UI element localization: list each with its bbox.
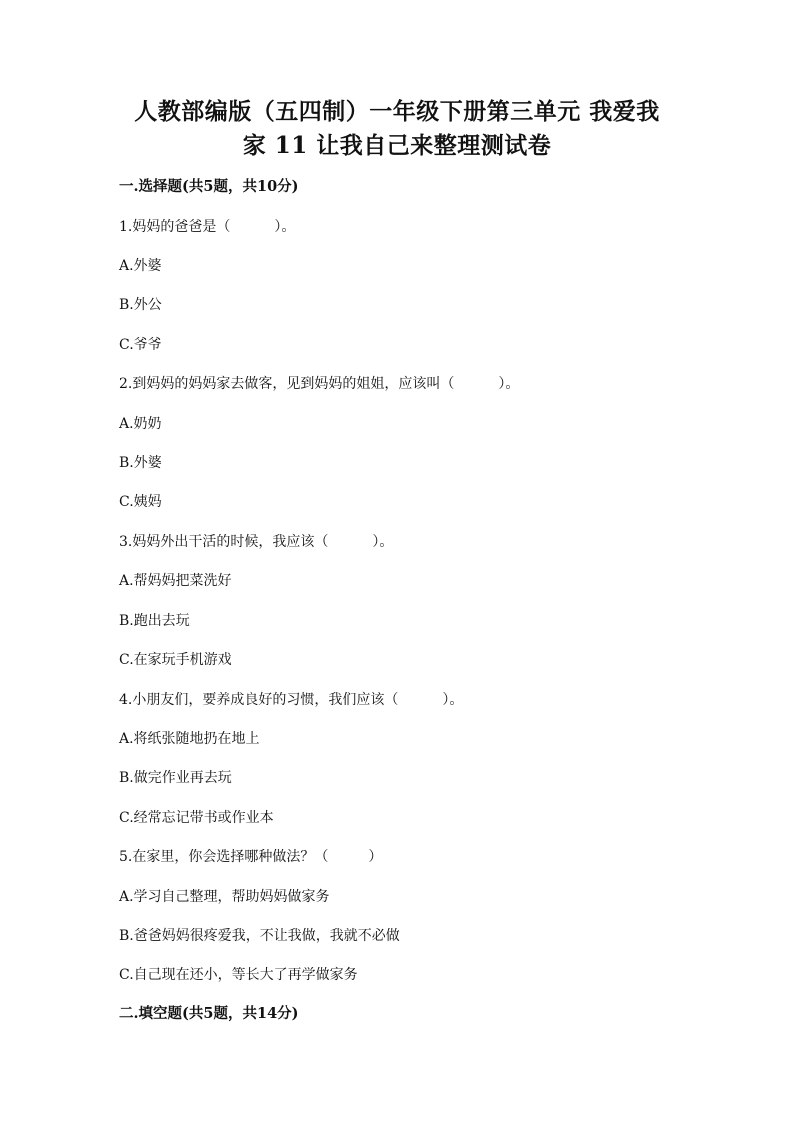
question-1-option-b: B.外公 [119,297,162,313]
question-5-stem-after: ） [368,849,383,865]
question-1-stem [119,217,295,237]
document-title-line-1: 人教部编版（五四制）一年级下册第三单元 我爱我 [134,98,660,125]
section-heading-fill-in: 二.填空题(共5题，共14分) [119,1005,299,1022]
question-5-option-a: A.学习自己整理，帮助妈妈做家务 [119,889,330,905]
question-2-stem-before: 2.到妈妈的妈妈家去做客，见到妈妈的姐姐，应该叫（ [119,376,455,392]
question-4-stem [119,690,463,710]
question-3-stem-before: 3.妈妈外出干活的时候，我应该（ [119,534,329,550]
document-title-line-2: 家 11 让我自己来整理测试卷 [242,132,552,159]
question-4-stem-before: 4.小朋友们，要养成良好的习惯，我们应该（ [119,692,399,708]
question-3-option-c: C.在家玩手机游戏 [119,652,232,668]
question-1-stem-before: 1.妈妈的爸爸是（ [119,219,231,235]
question-3-option-b: B.跑出去玩 [119,613,190,629]
question-2-stem-after: ）。 [498,376,520,392]
question-5-stem [119,847,382,867]
question-4-option-b: B.做完作业再去玩 [119,770,232,786]
question-5-option-c: C.自己现在还小，等长大了再学做家务 [119,967,358,983]
question-2-stem [119,374,519,394]
question-5-stem-before: 5.在家里，你会选择哪种做法？（ [119,849,329,865]
question-3-stem-after: ）。 [372,534,394,550]
question-5-option-b: B.爸爸妈妈很疼爱我，不让我做，我就不必做 [119,928,400,944]
question-3-stem [119,532,393,552]
question-2-option-c: C.姨妈 [119,494,162,510]
question-1-option-a: A.外婆 [119,258,162,274]
question-2-option-a: A.奶奶 [119,416,162,432]
question-4-option-a: A.将纸张随地扔在地上 [119,731,260,747]
question-3-option-a: A.帮妈妈把菜洗好 [119,573,232,589]
question-2-option-b: B.外婆 [119,455,162,471]
question-4-option-c: C.经常忘记带书或作业本 [119,810,274,826]
question-1-stem-after: ）。 [274,219,296,235]
question-4-stem-after: ）。 [442,692,464,708]
section-heading-choice: 一.选择题(共5题，共10分) [119,178,299,195]
question-1-option-c: C.爷爷 [119,337,162,353]
